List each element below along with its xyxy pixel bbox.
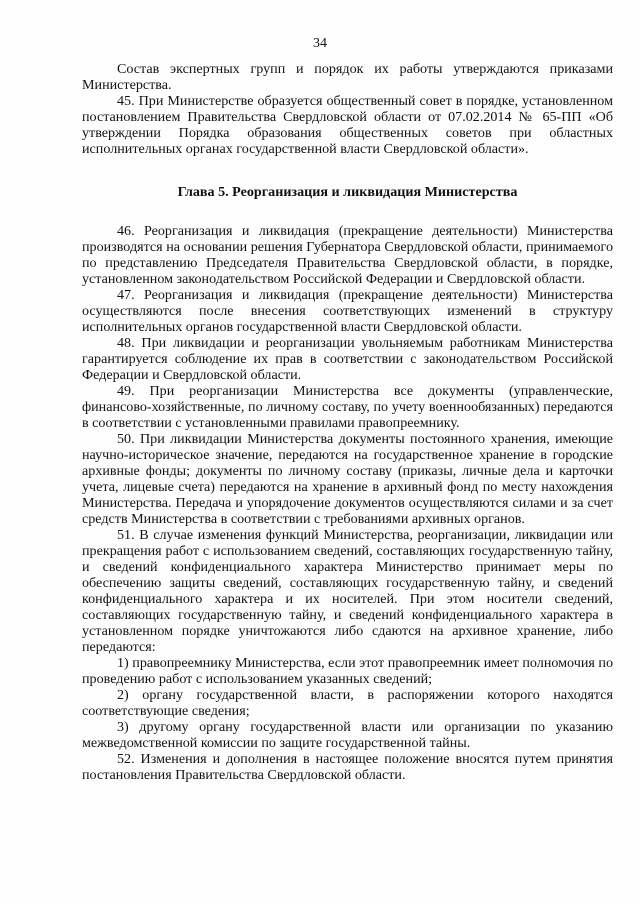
paragraph-50: 50. При ликвидации Министерства документы постоянного хранения, имеющие научно-историческое значение, передаются на государственное хранение в городские архивные фонды; документы по личному составу (приказы, личные дела и карточки учета, лицевые счета) передаются на хранение в архивный фонд по месту нахождения Министерства. Передача и упорядочение документов осуществляются силами и за счет средств Министерства в соответствии с требованиями архивных органов. — [82, 431, 613, 527]
document-body — [82, 61, 613, 783]
list-item-1: 1) правопреемнику Министерства, если этот правопреемник имеет полномочия по проведению работ с использованием указанных сведений; — [82, 655, 613, 687]
chapter-title: Глава 5. Реорганизация и ликвидация Министерства — [177, 184, 518, 200]
paragraph-47: 47. Реорганизация и ликвидация (прекращение деятельности) Министерства осуществляются после внесения соответствующих изменений в структуру исполнительных органов государственной власти Свердловской области. — [82, 287, 613, 335]
paragraph-49: 49. При реорганизации Министерства все документы (управленческие, финансово-хозяйственные, по личному составу, по учету военнообязанных) передаются в соответствии с установленными правилами правопреемнику. — [82, 383, 613, 431]
paragraph-51: 51. В случае изменения функций Министерства, реорганизации, ликвидации или прекращения работ с использованием сведений, составляющих государственную тайну, и сведений конфиденциального характера Министерство принимает меры по обеспечению защиты сведений, составляющих государственную тайну, и сведений конфиденциального характера и их носителей. При этом носители сведений, составляющих государственную тайну, и сведений конфиденциального характера в установленном порядке уничтожаются либо сдаются на архивное хранение, либо передаются: — [82, 527, 613, 655]
page-number: 34 — [313, 36, 327, 51]
paragraph-48: 48. При ликвидации и реорганизации увольняемым работникам Министерства гарантируется соблюдение их прав в соответствии с законодательством Российской Федерации и Свердловской области. — [82, 335, 613, 383]
paragraph-expert-groups: Состав экспертных групп и порядок их работы утверждаются приказами Министерства. — [82, 61, 613, 93]
list-item-3: 3) другому органу государственной власти или организации по указанию межведомственной комиссии по защите государственной тайны. — [82, 719, 613, 751]
list-item-2: 2) органу государственной власти, в распоряжении которого находятся соответствующие сведения; — [82, 687, 613, 719]
paragraph-46: 46. Реорганизация и ликвидация (прекращение деятельности) Министерства производятся на основании решения Губернатора Свердловской области, принимаемого по представлению Председателя Правительства Свердловской области, в порядке, установленном законодательством Российской Федерации и Свердловской области. — [82, 223, 613, 287]
paragraph-45: 45. При Министерстве образуется общественный совет в порядке, установленном постановлением Правительства Свердловской области от 07.02.2014 № 65-ПП «Об утверждении Порядка образования общественных советов при областных исполнительных органах государственной власти Свердловской области». — [82, 93, 613, 157]
paragraph-52: 52. Изменения и дополнения в настоящее положение вносятся путем принятия постановления Правительства Свердловской области. — [82, 751, 613, 783]
